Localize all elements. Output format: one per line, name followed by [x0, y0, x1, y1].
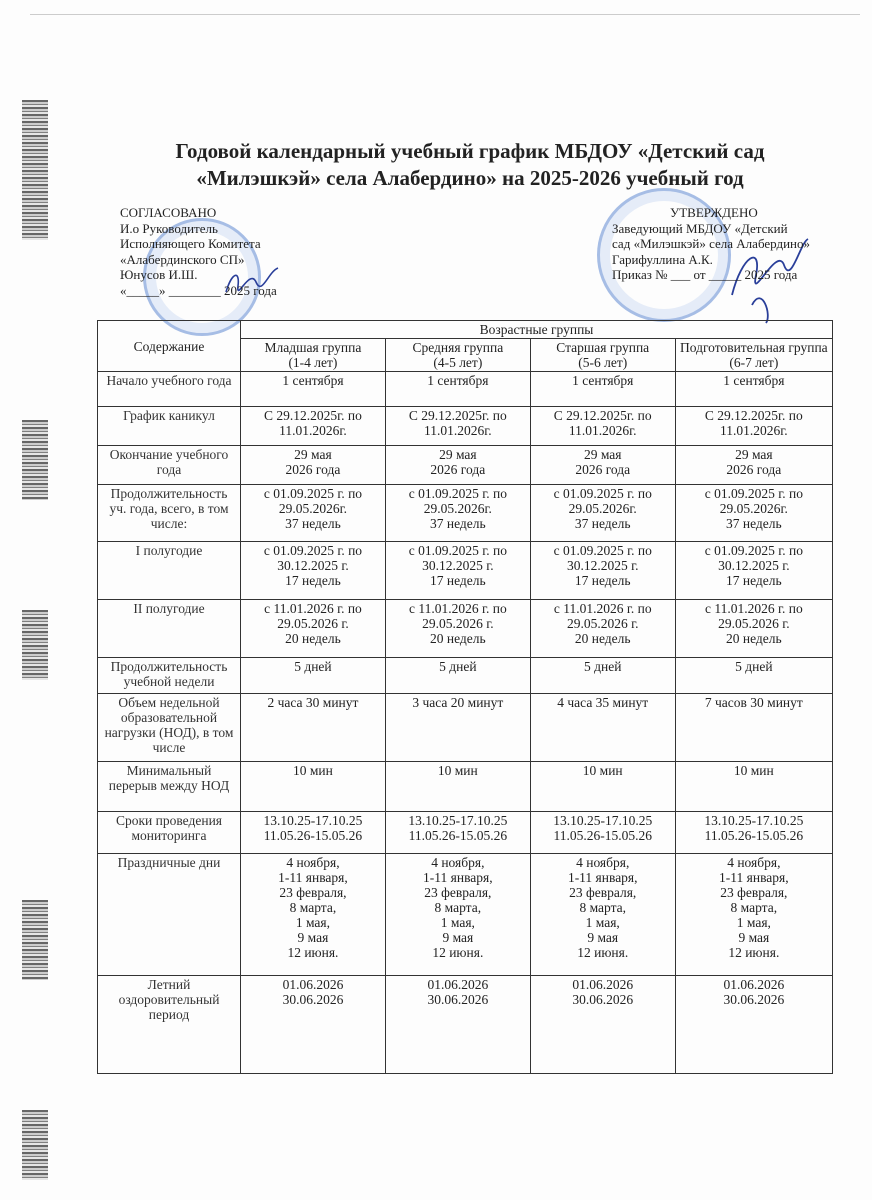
table-row: [98, 658, 833, 694]
table-cell: с 01.09.2025 г. по 30.12.2025 г. 17 недель: [530, 542, 675, 600]
table-row: [98, 694, 833, 762]
table-cell: 01.06.2026 30.06.2026: [241, 976, 386, 1074]
scan-artifact: [22, 420, 48, 500]
scan-artifact: [22, 1110, 48, 1180]
table-cell: С 29.12.2025г. по 11.01.2026г.: [675, 407, 832, 446]
group-header: [675, 339, 832, 372]
table-cell: 2 часа 30 минут: [241, 694, 386, 762]
schedule-table: [97, 320, 833, 1074]
table-cell: 01.06.2026 30.06.2026: [675, 976, 832, 1074]
table-cell: 13.10.25-17.10.25 11.05.26-15.05.26: [241, 812, 386, 854]
scan-border: [30, 14, 860, 15]
table-cell: 29 мая 2026 года: [241, 446, 386, 485]
table-cell: 29 мая 2026 года: [530, 446, 675, 485]
approval-line: сад «Милэшкэй» села Алабердино»: [612, 236, 811, 251]
table-cell: с 01.09.2025 г. по 29.05.2026г. 37 недель: [385, 485, 530, 542]
table-row: [98, 485, 833, 542]
table-cell: 10 мин: [675, 762, 832, 812]
approval-line: Заведующий МБДОУ «Детский: [612, 220, 788, 236]
table-row: [98, 372, 833, 407]
row-label: I полугодие: [98, 542, 241, 600]
row-label: Начало учебного года: [98, 372, 241, 407]
table-cell: 1 сентября: [241, 372, 386, 407]
table-cell: с 01.09.2025 г. по 29.05.2026г. 37 недель: [241, 485, 386, 542]
group-age: (6-7 лет): [729, 355, 779, 370]
header-content: Содержание: [98, 321, 241, 372]
group-age: (5-6 лет): [578, 355, 628, 370]
group-age: (1-4 лет): [288, 355, 338, 370]
table-row: [98, 407, 833, 446]
table-cell: 29 мая 2026 года: [675, 446, 832, 485]
approval-line: Приказ № ___ от _____ 2025 года: [612, 267, 798, 282]
table-cell: с 01.09.2025 г. по 30.12.2025 г. 17 недель: [675, 542, 832, 600]
table-cell: С 29.12.2025г. по 11.01.2026г.: [241, 407, 386, 446]
row-label: Окончание учебного года: [98, 446, 241, 485]
row-label: Объем недельной образовательной нагрузки (НОД), в том числе: [98, 694, 241, 762]
row-label: Летний оздоровительный период: [98, 976, 241, 1074]
table-cell: 10 мин: [241, 762, 386, 812]
table-row: [98, 542, 833, 600]
approval-left: [120, 205, 277, 298]
approval-line: Исполняющего Комитета: [120, 236, 261, 251]
table-cell: 13.10.25-17.10.25 11.05.26-15.05.26: [385, 812, 530, 854]
table-row: [98, 762, 833, 812]
table-cell: 01.06.2026 30.06.2026: [385, 976, 530, 1074]
table-cell: 10 мин: [385, 762, 530, 812]
table-cell: 1 сентября: [385, 372, 530, 407]
table-cell: 4 ноября, 1-11 января, 23 февраля, 8 марта, 1 мая, 9 мая 12 июня.: [675, 854, 832, 976]
group-age: (4-5 лет): [433, 355, 483, 370]
table-cell: 29 мая 2026 года: [385, 446, 530, 485]
approval-heading: УТВЕРЖДЕНО: [670, 205, 758, 220]
table-cell: 1 сентября: [530, 372, 675, 407]
group-header: [241, 339, 386, 372]
scan-artifact: [22, 900, 48, 980]
row-label: Сроки проведения мониторинга: [98, 812, 241, 854]
table-cell: с 11.01.2026 г. по 29.05.2026 г. 20 недель: [530, 600, 675, 658]
group-name: Младшая группа: [264, 340, 362, 355]
approval-line: Гарифуллина А.К.: [612, 251, 713, 267]
approval-line: Юнусов И.Ш.: [120, 267, 198, 282]
document-title: [110, 138, 830, 192]
row-label: II полугодие: [98, 600, 241, 658]
table-cell: с 11.01.2026 г. по 29.05.2026 г. 20 недель: [385, 600, 530, 658]
table-row: [98, 976, 833, 1074]
table-cell: с 11.01.2026 г. по 29.05.2026 г. 20 недель: [241, 600, 386, 658]
row-label: Продолжительность учебной недели: [98, 658, 241, 694]
approval-line: И.о Руководитель: [120, 220, 218, 236]
scan-artifact: [22, 610, 48, 680]
row-label: Праздничные дни: [98, 854, 241, 976]
table-cell: 5 дней: [675, 658, 832, 694]
title-line: Годовой календарный учебный график МБДОУ «Детский сад: [175, 139, 765, 163]
table-cell: 01.06.2026 30.06.2026: [530, 976, 675, 1074]
table-cell: С 29.12.2025г. по 11.01.2026г.: [385, 407, 530, 446]
table-cell: 13.10.25-17.10.25 11.05.26-15.05.26: [675, 812, 832, 854]
table-cell: 4 ноября, 1-11 января, 23 февраля, 8 марта, 1 мая, 9 мая 12 июня.: [530, 854, 675, 976]
table-cell: С 29.12.2025г. по 11.01.2026г.: [530, 407, 675, 446]
table-cell: 7 часов 30 минут: [675, 694, 832, 762]
group-name: Старшая группа: [556, 340, 650, 355]
header-groups: Возрастные группы: [241, 321, 833, 339]
group-header: [530, 339, 675, 372]
group-name: Подготовительная группа: [679, 340, 828, 355]
approval-heading: СОГЛАСОВАНО: [120, 205, 217, 220]
row-label: График каникул: [98, 407, 241, 446]
table-cell: с 01.09.2025 г. по 30.12.2025 г. 17 недель: [385, 542, 530, 600]
row-label: Минимальный перерыв между НОД: [98, 762, 241, 812]
approval-line: «Алабердинского СП»: [120, 251, 245, 267]
table-cell: 4 ноября, 1-11 января, 23 февраля, 8 марта, 1 мая, 9 мая 12 июня.: [241, 854, 386, 976]
title-line: «Милэшкэй» села Алабердино» на 2025-2026 учебный год: [196, 166, 744, 190]
table-row: [98, 446, 833, 485]
table-cell: с 11.01.2026 г. по 29.05.2026 г. 20 недель: [675, 600, 832, 658]
table-cell: с 01.09.2025 г. по 29.05.2026г. 37 недель: [675, 485, 832, 542]
table-cell: 3 часа 20 минут: [385, 694, 530, 762]
table-cell: 5 дней: [385, 658, 530, 694]
table-cell: 4 ноября, 1-11 января, 23 февраля, 8 марта, 1 мая, 9 мая 12 июня.: [385, 854, 530, 976]
table-cell: 5 дней: [241, 658, 386, 694]
table-cell: 5 дней: [530, 658, 675, 694]
table-cell: 13.10.25-17.10.25 11.05.26-15.05.26: [530, 812, 675, 854]
approval-right: [612, 205, 810, 283]
table-row: [98, 600, 833, 658]
table-cell: с 01.09.2025 г. по 30.12.2025 г. 17 недель: [241, 542, 386, 600]
table-cell: 10 мин: [530, 762, 675, 812]
row-label: Продолжительность уч. года, всего, в том числе:: [98, 485, 241, 542]
scan-artifact: [22, 100, 48, 240]
table-row: [98, 854, 833, 976]
table-row: [98, 812, 833, 854]
table-cell: 4 часа 35 минут: [530, 694, 675, 762]
group-header: [385, 339, 530, 372]
table-cell: с 01.09.2025 г. по 29.05.2026г. 37 недель: [530, 485, 675, 542]
table-cell: 1 сентября: [675, 372, 832, 407]
group-name: Средняя группа: [412, 340, 504, 355]
approval-line: «_____» ________ 2025 года: [120, 282, 277, 298]
